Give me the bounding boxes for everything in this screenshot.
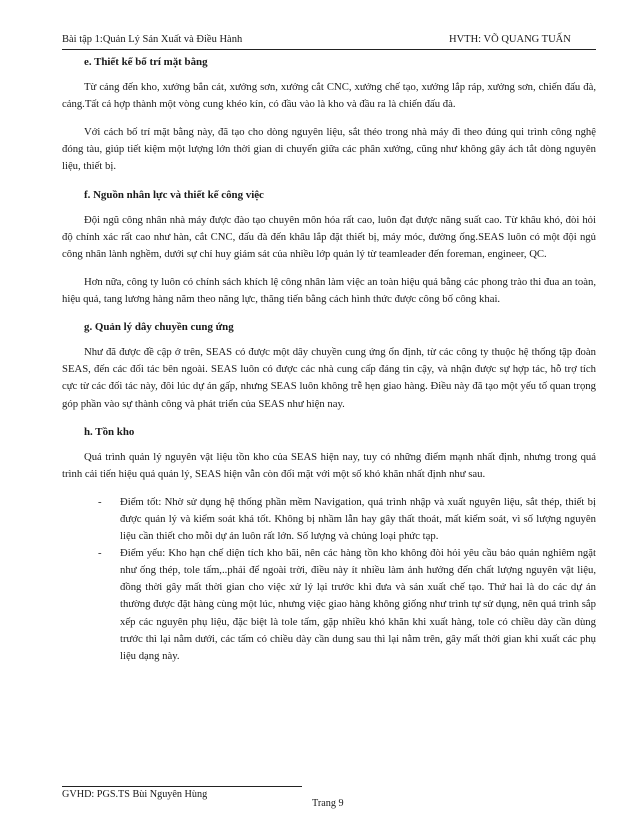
page-header xyxy=(62,34,596,50)
paragraph: Từ cảng đến kho, xưởng bắn cát, xưởng sơn, xưởng cắt CNC, xưởng chế tạo, xưởng lắp ráp, xưởng sơn, chiến đấu đà, cảng.Tất cả hợp thành một vòng cung khéo kín, có đầu vào là kho và đầu ra là chiến đấu đà. xyxy=(62,81,596,111)
header-course-title: Quản Lý Sản Xuất và Điều Hành xyxy=(102,34,243,45)
section-heading-e: e. Thiết kế bố trí mặt bằng xyxy=(84,56,208,68)
paragraph: Hơn nữa, công ty luôn có chính sách khích lệ công nhân làm việc an toàn hiệu quả bằng các phong trào thi đua an toàn, hiệu quả, tang lương hàng năm theo năng lực, thăng tiến bằng cách hình thức được công bố công khai. xyxy=(62,275,596,306)
header-student-name: VÕ QUANG TUẤN xyxy=(483,34,571,45)
bullet-dash: - xyxy=(98,495,102,508)
paragraph: Với cách bố trí mặt bằng này, đã tạo cho dòng nguyên liệu, sắt théo trong nhà máy đi theo đúng qui trình công nghệ đóng tàu, giúp tiết kiệm một lượng lớn thời gian di chuyển giữa các phân xưởng, cũng như không gây ách tắt dòng nguyên liệu, thiết bị. xyxy=(62,126,596,173)
list-item xyxy=(98,545,596,665)
page-content xyxy=(62,54,596,665)
header-right xyxy=(449,34,571,45)
list-item-text: Điểm tốt: Nhờ sử dụng hệ thống phần mềm Navigation, quá trình nhập và xuất nguyên liệu, sắt thép, thiết bị được quản lý và kiểm soát khá tốt. Không bị nhầm lẫn hay gây thất thoát, mất kiểm soát, vì số lượng nguyên liệu cần thiết cho mỗi dự án luôn rất lớn. Số lượng và chủng loại phức tạp. xyxy=(120,495,596,543)
header-left xyxy=(62,34,242,45)
header-student-label: HVTH: xyxy=(449,34,482,45)
paragraph: Đội ngũ công nhân nhà máy được đào tạo chuyên môn hóa rất cao, luôn đạt được năng suất cao. Từ khâu khó, đòi hỏi độ chính xác rất cao như hàn, cắt CNC, đấu đà đến khâu lắp đặt thiết bị, máy móc, đường ống.SEAS luôn có một đội ngủ công nhân lành nghềm, dưới sự chỉ huy giám sát của nhiều lớp quản lý từ teamleader đến foreman, engineer, QC. xyxy=(62,213,596,260)
page-footer xyxy=(62,786,596,816)
section-heading-h: h. Tồn kho xyxy=(84,425,135,438)
list-item-text: Điểm yếu: Kho hạn chế diện tích kho bãi, nên các hàng tồn kho không đòi hỏi yêu cầu bảo quản nghiêm ngặt như ống thép, tole tấm,..phải để ngoài trời, điều này ít nhiều làm ảnh hưởng đến chất lượng nguyên vật liệu, đồng thời gây mất thời gian cho việc xử lý lại trước khi đưa và sản xuất chế tạo. Thứ hai là do các dự án thường được đặt hàng cùng một lúc, nhưng việc giao hàng không giống như trình tự sử dụng, nên quá trình sắp xếp các nguyên phụ liệu, đặc biệt là tole tấm, gặp nhiều khó khăn khi xuất hàng, tole có chiều dày cần dùng trước thì lại nằm dưới, các tấm có chiều dày cần dung sau thì lại nằm trên, gây mất thời gian khi xuất các phụ liệu dạng này. xyxy=(120,547,596,662)
bullet-dash: - xyxy=(98,547,102,560)
paragraph: Như đã được đề cập ở trên, SEAS có được một dây chuyền cung ứng ổn định, từ các công ty thuộc hệ thống tập đoàn SEAS, đến các đối tác bên ngoài. SEAS luôn có được các nhà cung cấp đáng tin cậy, và nhận được sự hợp tác, hỗ trợ tích cực từ các đối tác này, đôi lúc dự án gấp, nhưng SEAS luôn không trễ hẹn giao hàng. Điều này đã tạo một yếu tố quan trọng góp phần vào sự thành công và phát triển của SEAS như hiện nay. xyxy=(62,346,596,410)
footer-advisor: GVHD: PGS.TS Bùi Nguyên Hùng xyxy=(62,789,208,800)
list-item xyxy=(98,494,596,545)
bullet-list xyxy=(62,494,596,665)
page-number: Trang 9 xyxy=(312,798,344,809)
paragraph: Quá trình quản lý nguyên vật liệu tồn kho của SEAS hiện nay, tuy có những điểm mạnh nhất định, nhưng trong quá trình cải tiến hiệu quả quản lý, SEAS hiện vẫn còn đối mặt với một số khó khăn nhất định như sau. xyxy=(62,450,596,480)
footer-divider xyxy=(62,786,302,787)
section-heading-f: f. Nguồn nhân lực và thiết kế công việc xyxy=(84,188,264,201)
header-assignment-label: Bài tập 1: xyxy=(62,34,103,45)
section-heading-g: g. Quản lý dây chuyền cung ứng xyxy=(84,321,234,334)
